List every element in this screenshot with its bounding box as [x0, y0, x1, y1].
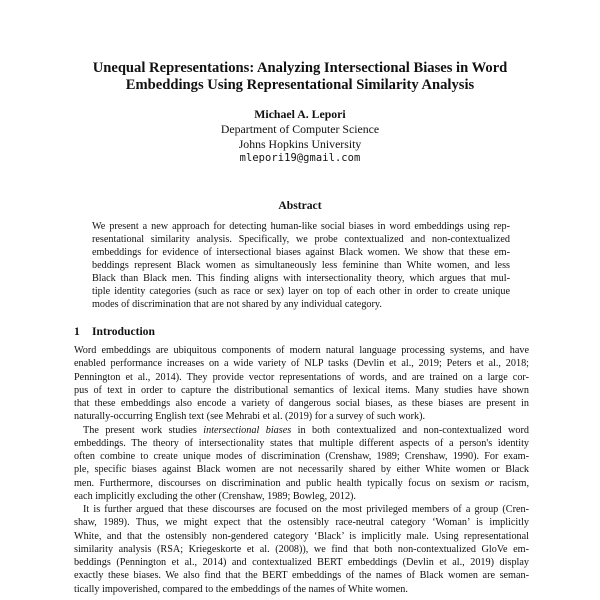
- p2-l5-start: men. Furthermore, discourses on discrimination and public health typically focus on sexism: [74, 477, 485, 489]
- abstract-heading: Abstract: [278, 199, 322, 212]
- abstract-line: Black than Black men. This finding aligns with intersectionality theory, which argues that mul-: [92, 273, 510, 284]
- body-line: tically impoverished, compared to the embeddings of the names of White women.: [74, 583, 408, 595]
- body-line: It is further argued that these discourses are focused on the most privileged members of a group (Cren-: [83, 504, 529, 515]
- section-heading: [74, 325, 155, 338]
- body-line: ple, specific biases against Black women are not necessarily shared by either White women or Black: [74, 464, 529, 476]
- body-line: Pennington et al., 2014). They provide vector representations of words, and are trained on a large cor-: [74, 371, 529, 383]
- body-line: similarity analysis (RSA; Kriegeskorte et al. (2008)), we find that both non-contextualized GloVe em-: [74, 543, 529, 555]
- abstract-line: embeddings for evidence of intersectional biases against Black women. We show that these em-: [92, 247, 510, 258]
- body-line: embeddings. The theory of intersectionality states that multiple different aspects of a person's identity: [74, 437, 529, 449]
- body-line: often combine to create unique modes of discrimination (Crenshaw, 1989; Crenshaw, 1990). For exam-: [74, 451, 529, 462]
- paper-title: [60, 60, 540, 94]
- section-number: 1: [74, 325, 80, 338]
- body-line: enabled performance increases on a wide variety of NLP tasks (Devlin et al., 2019; Peters et al., 2018;: [74, 358, 529, 370]
- p2-italic: intersectional biases: [203, 424, 292, 436]
- title-line-1: Unequal Representations: Analyzing Intersectional Biases in Word: [92, 60, 508, 76]
- body-line: shaw, 1989). Thus, we might expect that the ostensibly race-neutral category ‘Woman’ is implicitly: [74, 517, 529, 529]
- author-email: mlepori19@gmail.com: [239, 152, 361, 165]
- author-department: Department of Computer Science: [220, 121, 380, 136]
- title-line-2: Embeddings Using Representational Similarity Analysis: [125, 77, 475, 93]
- body-line: Word embeddings are ubiquitous components of modern natural language processing systems, and have: [74, 345, 529, 356]
- body-line: [74, 424, 529, 437]
- body-line: naturally-occurring English text (see Mehrabi et al. (2019) for a survey of such work).: [74, 411, 426, 423]
- abstract-line: modes of discrimination that are not shared by any individual category.: [92, 299, 382, 310]
- author-university: Johns Hopkins University: [238, 136, 362, 151]
- p2-end: in both contextualized and non-contextualized word: [291, 424, 529, 436]
- body-line: exactly these biases. We also find that the BERT embeddings of the names of Black women are seman-: [74, 570, 529, 582]
- author-name: Michael A. Lepori: [254, 107, 346, 121]
- p2-l5-italic: or: [484, 477, 494, 489]
- body-line: beddings (Pennington et al., 2014) and contextualized BERT embeddings (Devlin et al., 2019) display: [74, 557, 529, 568]
- body-line: that these embeddings also encode a variety of dangerous social biases, as these biases are present in: [74, 398, 529, 409]
- abstract-text: [92, 220, 510, 311]
- p2-l5-end: racism,: [493, 477, 529, 489]
- abstract-line: resentational similarity analysis. Specifically, we probe contextualized and non-contextualized: [92, 234, 510, 245]
- body-line: pus of text in order to capture the distributional semantics of lexical items. Many studies have shown: [74, 384, 529, 396]
- introduction-text: [74, 344, 529, 596]
- abstract-line: tiple identity categories (such as race or sex) layer on top of each other in order to create unique: [92, 286, 510, 297]
- author-block: [100, 107, 500, 166]
- section-title: Introduction: [92, 325, 155, 338]
- body-line: [74, 477, 529, 490]
- p2-start: The present work studies: [83, 424, 204, 436]
- body-line: White, and that the ostensibly non-gendered category ‘Black’ is implicitly male. Using representational: [74, 530, 529, 542]
- abstract-line: beddings represent Black women as simultaneously less feminine than White women, and less: [92, 260, 510, 271]
- body-line: each implicitly excluding the other (Crenshaw, 1989; Bowleg, 2012).: [74, 490, 356, 502]
- abstract-line: We present a new approach for detecting human-like social biases in word embeddings using rep-: [92, 221, 510, 232]
